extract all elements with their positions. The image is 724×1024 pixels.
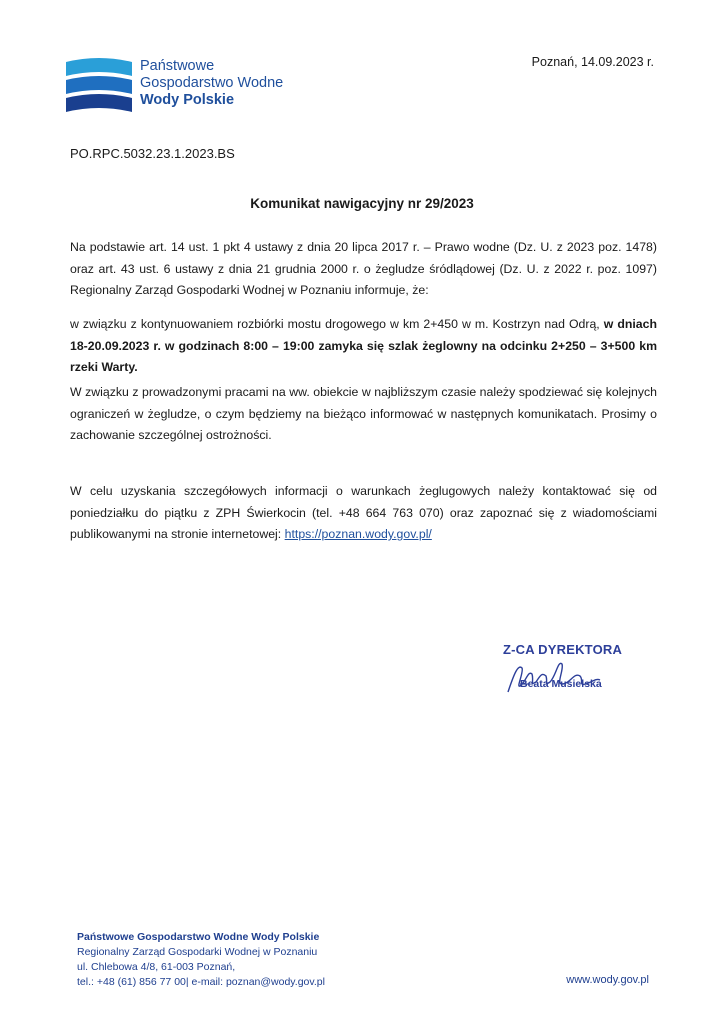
signature-block [500, 638, 670, 708]
footer-line-3: ul. Chlebowa 4/8, 61-003 Poznań, [77, 961, 236, 973]
logo-line-2: Gospodarstwo Wodne [140, 75, 284, 91]
logo-line-3: Wody Polskie [140, 92, 235, 108]
signature-title: Z-CA DYREKTORA [503, 642, 623, 657]
paragraph-further-restrictions: W związku z prowadzonymi pracami na ww. obiekcie w najbliższym czasie należy spodziewać się kolejnych ograniczeń w żegludze, o czym będziemy na bieżąco informować w następnych komunikatach. Prosimy o zachowanie szczególnej ostrożności. [70, 385, 657, 442]
place-date: Poznań, 14.09.2023 r. [531, 55, 654, 69]
paragraph-contact-info [70, 481, 657, 546]
logo-line-1: Państwowe [140, 58, 215, 74]
reference-number: PO.RPC.5032.23.1.2023.BS [70, 146, 235, 161]
document-title: Komunikat nawigacyjny nr 29/2023 [250, 196, 474, 211]
wody-polskie-logo [66, 56, 366, 116]
footer-line-4: tel.: +48 (61) 856 77 00| e-mail: poznan@wody.gov.pl [77, 976, 325, 988]
website-link[interactable]: https://poznan.wody.gov.pl/ [284, 527, 432, 541]
paragraph-announcement [70, 314, 657, 379]
announcement-bold-text: w dniach 18-20.09.2023 r. w godzinach 8:00 – 19:00 zamyka się szlak żeglowny na odcinku 2+250 – 3+500 km rzeki Warty. [70, 317, 657, 374]
signature-name: Beata Musielska [520, 678, 602, 690]
footer-line-1: Państwowe Gospodarstwo Wodne Wody Polskie [77, 931, 320, 943]
footer-website[interactable]: www.wody.gov.pl [566, 974, 649, 986]
announcement-plain-text: w związku z kontynuowaniem rozbiórki mostu drogowego w km 2+450 w m. Kostrzyn nad Odrą, [70, 317, 604, 331]
contact-text: W celu uzyskania szczegółowych informacji o warunkach żeglugowych należy kontaktować się od poniedziałku do piątku z ZPH Świerkocin (tel. +48 664 763 070) oraz zapoznać się z wiadomościami publikowanymi na stronie internetowej: [70, 484, 657, 541]
footer-address [77, 930, 325, 990]
handwritten-signature-icon [500, 654, 620, 698]
footer-line-2: Regionalny Zarząd Gospodarki Wodnej w Poznaniu [77, 946, 318, 958]
waves-logo-icon [66, 56, 132, 116]
paragraph-legal-basis: Na podstawie art. 14 ust. 1 pkt 4 ustawy z dnia 20 lipca 2017 r. – Prawo wodne (Dz. U. z 2023 poz. 1478) oraz art. 43 ust. 6 ustawy z dnia 21 grudnia 2000 r. o żegludze śródlądowej (Dz. U. z 2022 r. poz. 1097) Regionalny Zarząd Gospodarki Wodnej w Poznaniu informuje, że: [70, 240, 657, 297]
logo-text [140, 58, 283, 109]
